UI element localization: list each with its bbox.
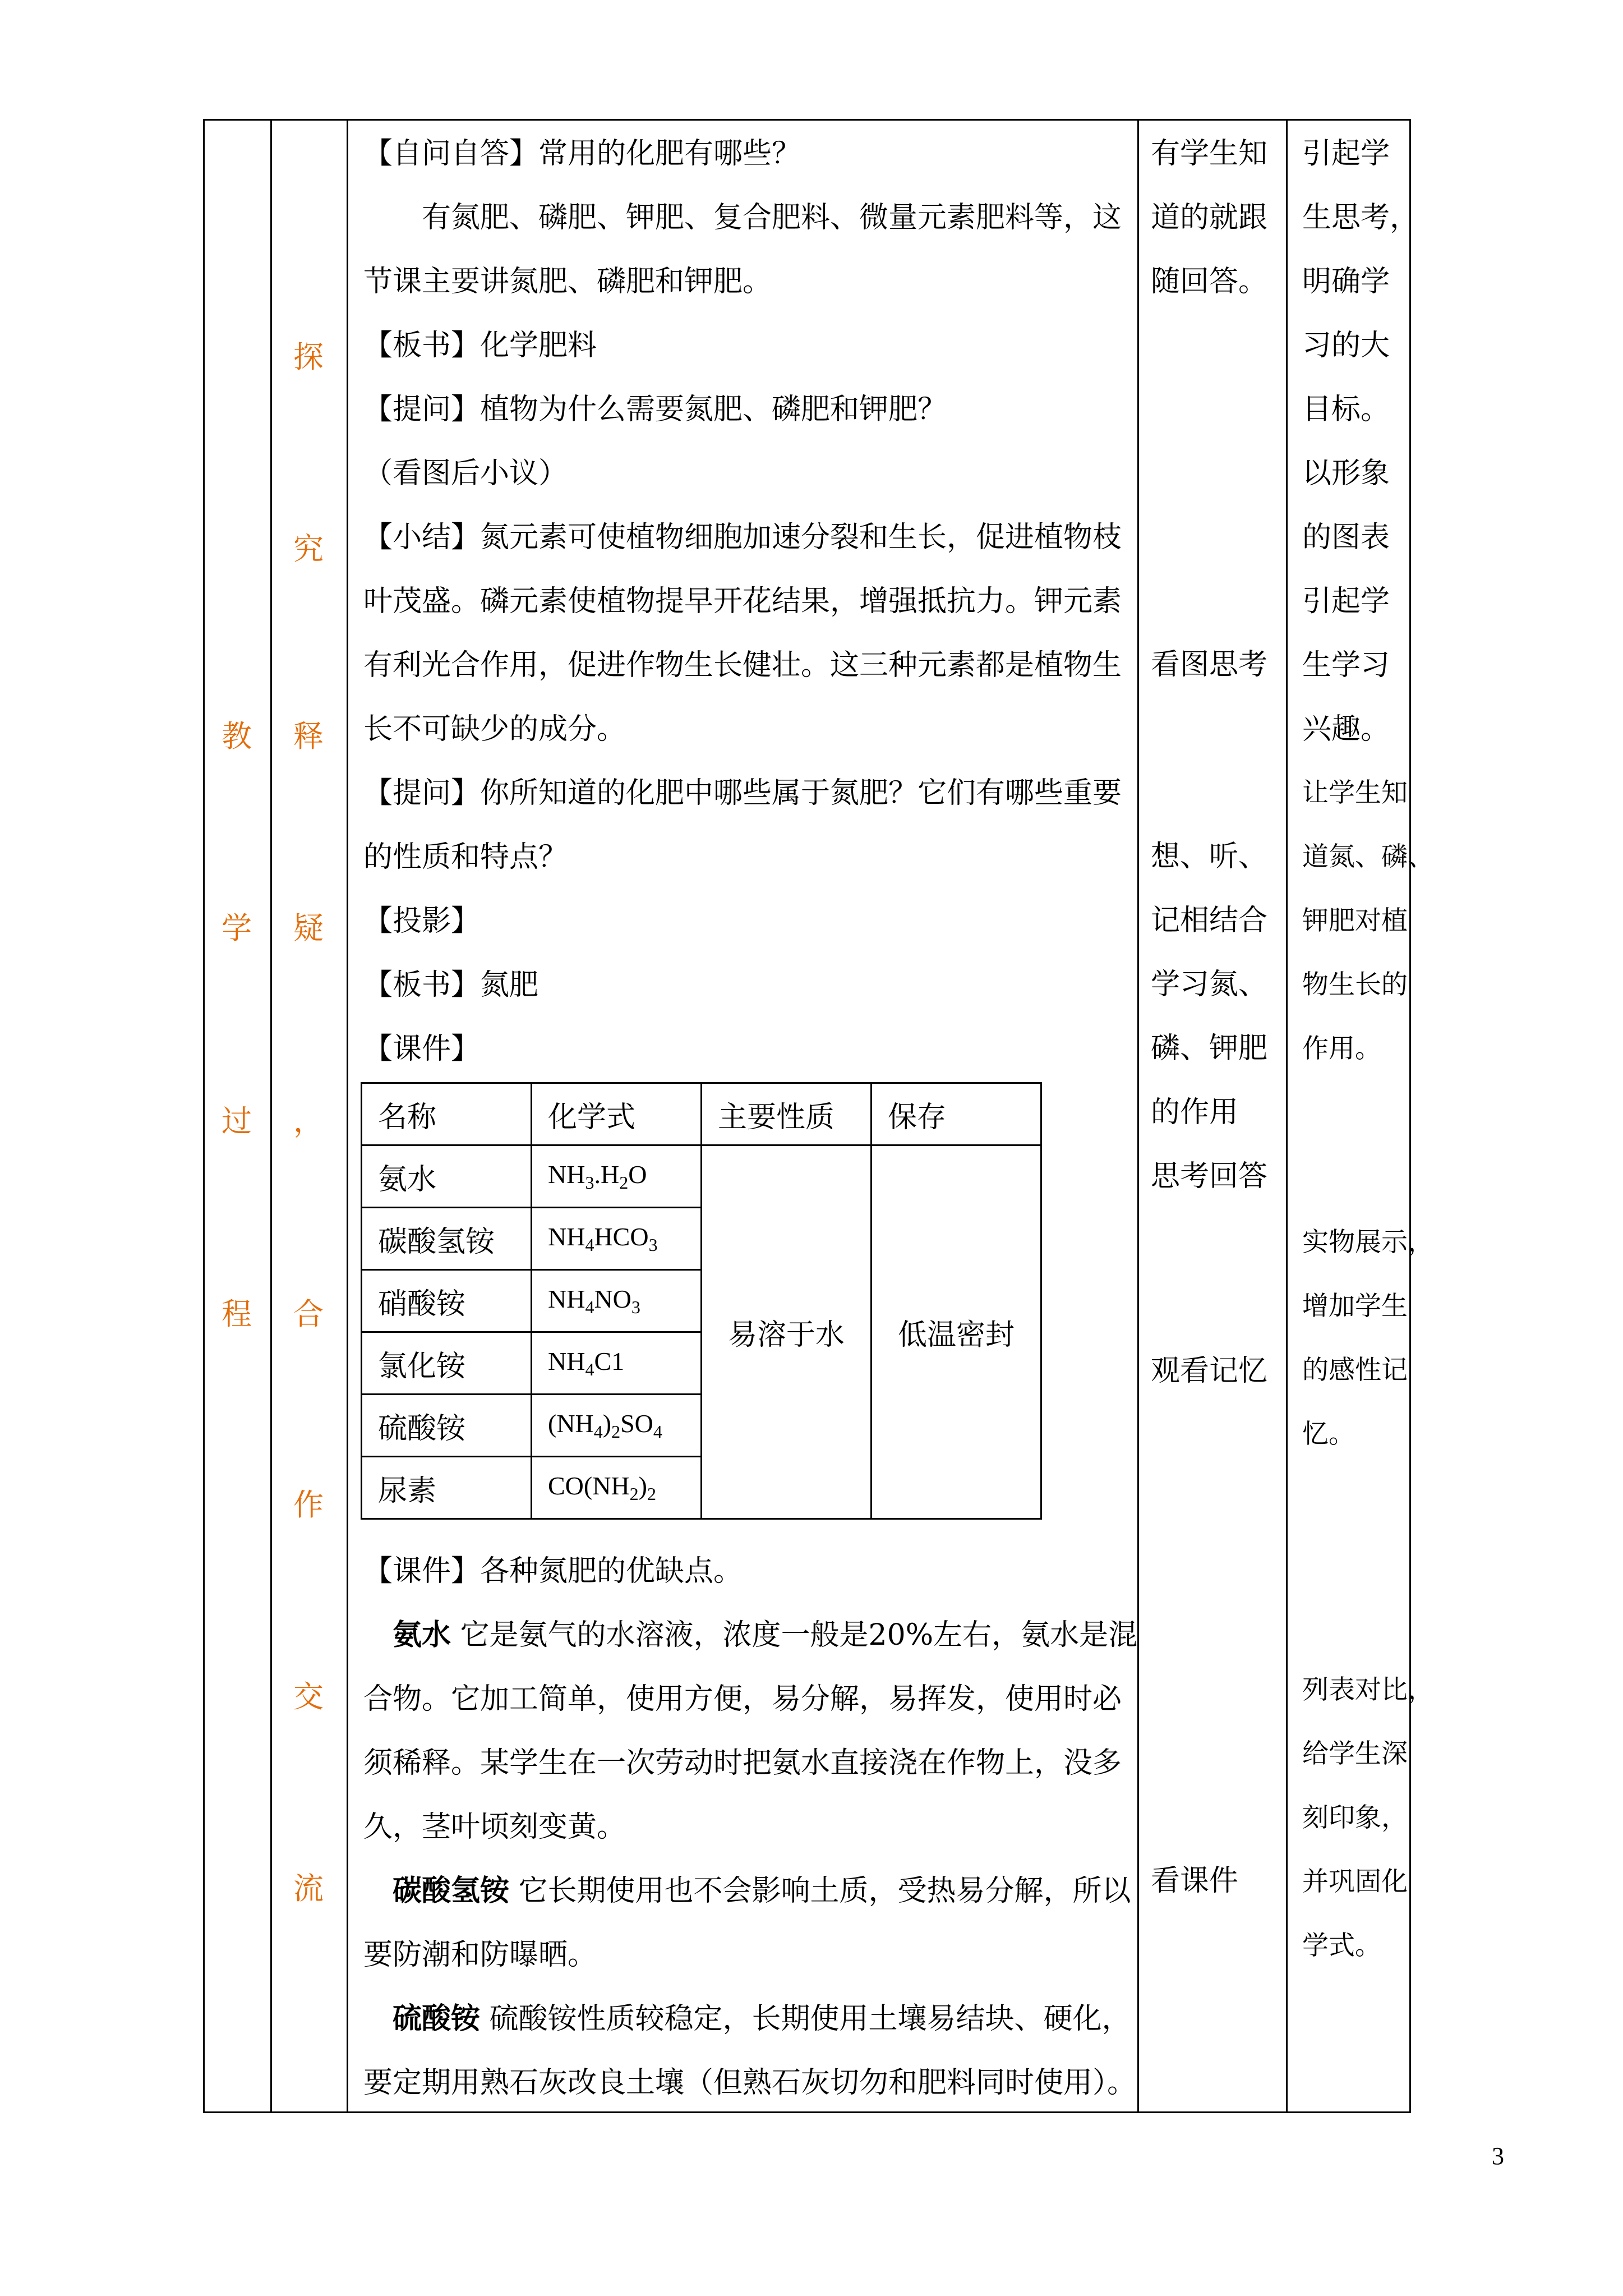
question-text: 的性质和特点？ [363, 840, 568, 874]
answer-text: 节课主要讲氮肥、磷肥和钾肥。 [363, 265, 772, 298]
table-header: 主要性质 [702, 1083, 872, 1145]
ammonia-water-title: 氨水 [393, 1618, 451, 1652]
table-header: 名称 [362, 1083, 532, 1145]
intent-text: 给学生深 [1302, 1738, 1408, 1769]
intent-text: 学式。 [1302, 1930, 1381, 1961]
intent-text: 的图表 [1302, 521, 1390, 554]
board-note: 【板书】氮肥 [363, 968, 539, 1002]
intent-text: 钾肥对植 [1302, 905, 1408, 936]
ammonia-water-para: 氨水 它是氨气的水溶液，浓度一般是20%左右，氨水是混 [393, 1618, 1138, 1652]
courseware-note: 【课件】各种氮肥的优缺点。 [363, 1554, 743, 1588]
activity-text: 观看记忆 [1151, 1354, 1268, 1388]
intent-text: 生思考， [1302, 201, 1419, 234]
answer-text: 有氮肥、磷肥、钾肥、复合肥料、微量元素肥料等，这 [422, 201, 1122, 234]
intent-text: 生学习 [1302, 648, 1390, 682]
intent-text: 的感性记 [1302, 1355, 1408, 1386]
student-activity-column [1151, 825, 1274, 1208]
column-divider [270, 119, 272, 2113]
column-divider [1137, 119, 1139, 2113]
design-intent-column [1302, 1211, 1434, 1466]
table-row [362, 1145, 1041, 1208]
fertilizer-name: 氨水 [362, 1145, 532, 1208]
intent-text: 忆。 [1302, 1419, 1355, 1450]
activity-text: 看图思考 [1151, 648, 1268, 682]
table-header: 保存 [872, 1083, 1041, 1145]
table-header: 化学式 [532, 1083, 702, 1145]
question-text: 【提问】你所知道的化肥中哪些属于氮肥？它们有哪些重要 [363, 776, 1122, 810]
ammonia-water-text: 合物。它加工简单，使用方便，易分解，易挥发，使用时必 [363, 1682, 1122, 1716]
intent-text: 兴趣。 [1302, 712, 1390, 746]
design-intent-column [1302, 1658, 1434, 1978]
student-activity-column [1151, 633, 1274, 697]
summary-text: 【小结】氮元素可使植物细胞加速分裂和生长，促进植物枝 [363, 521, 1122, 554]
intent-text: 作用。 [1302, 1033, 1381, 1064]
intent-text: 明确学 [1302, 265, 1390, 298]
courseware-note: 【课件】 [363, 1032, 481, 1066]
question-text: 【自问自答】常用的化肥有哪些？ [363, 137, 801, 171]
activity-text: 记相结合 [1151, 904, 1268, 937]
fertilizer-notes [363, 1539, 1138, 2115]
summary-text: 叶茂盛。磷元素使植物提早开花结果，增强抵抗力。钾元素 [363, 585, 1122, 618]
phase-char: ， [293, 1103, 324, 1139]
fertilizer-name: 硫酸铵 [362, 1395, 532, 1457]
intent-text: 以形象 [1302, 457, 1390, 490]
activity-text: 磷、钾肥 [1151, 1032, 1268, 1065]
column-divider [347, 119, 348, 2113]
teaching-content [363, 122, 1126, 1081]
activity-text: 学习氮、 [1151, 968, 1268, 1001]
ammonia-water-text: 久，茎叶顷刻变黄。 [363, 1810, 626, 1844]
phase-char: 合 [293, 1296, 324, 1332]
summary-text: 长不可缺少的成分。 [363, 712, 626, 746]
intent-text: 引起学 [1302, 585, 1390, 618]
intent-text: 道氮、磷、 [1302, 841, 1434, 872]
intent-text: 列表对比， [1302, 1674, 1434, 1705]
sulfate-title: 硫酸铵 [393, 2001, 481, 2036]
stage-char: 程 [222, 1296, 252, 1332]
fertilizer-name: 碳酸氢铵 [362, 1208, 532, 1270]
phase-char: 作 [293, 1487, 324, 1522]
chemical-formula: $CO(NH_2)_2$ [532, 1457, 702, 1519]
projection-note: 【投影】 [363, 904, 481, 938]
intent-text: 刻印象， [1302, 1802, 1408, 1833]
ammonia-water-text: 须稀释。某学生在一次劳动时把氨水直接浇在作物上，没多 [363, 1746, 1122, 1780]
intent-text: 习的大 [1302, 329, 1390, 362]
activity-text: 随回答。 [1151, 265, 1268, 298]
phase-char: 交 [293, 1679, 324, 1714]
activity-text: 思考回答 [1151, 1159, 1268, 1193]
activity-text: 有学生知 [1151, 137, 1268, 171]
activity-text: 想、听、 [1151, 840, 1268, 873]
student-activity-column [1151, 1849, 1274, 1913]
phase-char: 究 [293, 531, 324, 567]
fertilizer-name: 氯化铵 [362, 1332, 532, 1395]
phase-char: 释 [293, 719, 324, 754]
activity-text: 的作用 [1151, 1096, 1239, 1129]
activity-text: 道的就跟 [1151, 201, 1268, 234]
note-text: （看图后小议） [363, 457, 568, 490]
property-cell: 易溶于水 [702, 1145, 872, 1519]
board-note: 【板书】化学肥料 [363, 329, 597, 362]
storage-cell: 低温密封 [872, 1145, 1041, 1519]
intent-text: 引起学 [1302, 137, 1390, 171]
intent-text: 目标。 [1302, 393, 1390, 426]
stage-char: 学 [222, 910, 252, 946]
nitrogen-fertilizer-table [361, 1082, 1042, 1520]
phase-char: 探 [293, 339, 324, 375]
activity-block [1151, 122, 1274, 314]
bicarbonate-text: 要防潮和防曝晒。 [363, 1938, 597, 1972]
chemical-formula: $NH_4NO_3$ [532, 1270, 702, 1332]
table-header-row [362, 1083, 1041, 1145]
fertilizer-name: 尿素 [362, 1457, 532, 1519]
chemical-formula: $NH_4HCO_3$ [532, 1208, 702, 1270]
sulfate-text: 要定期用熟石灰改良土壤（但熟石灰切勿和肥料同时使用）。 [363, 2066, 1137, 2100]
student-activity-column [1151, 1339, 1274, 1403]
intent-text: 增加学生 [1302, 1291, 1408, 1322]
intent-text: 让学生知 [1302, 777, 1408, 808]
stage-char: 教 [222, 719, 252, 754]
summary-text: 有利光合作用，促进作物生长健壮。这三种元素都是植物生 [363, 648, 1122, 682]
intent-text: 实物展示， [1302, 1227, 1434, 1258]
page-number: 3 [1492, 2142, 1504, 2170]
intent-text: 并巩固化 [1302, 1866, 1408, 1897]
column-divider [1286, 119, 1288, 2113]
chemical-formula: $NH_4C1$ [532, 1332, 702, 1395]
activity-text: 看课件 [1151, 1864, 1239, 1898]
student-activity-column [1151, 122, 1274, 314]
fertilizer-name: 硝酸铵 [362, 1270, 532, 1332]
bicarbonate-para: 碳酸氢铵 它长期使用也不会影响土质，受热易分解，所以 [393, 1874, 1131, 1908]
stage-char: 过 [222, 1103, 252, 1139]
sulfate-para: 硫酸铵 硫酸铵性质较稳定，长期使用土壤易结块、硬化， [393, 2001, 1131, 2036]
chemical-formula: $NH_3.H_2O$ [532, 1145, 702, 1208]
phase-char: 疑 [293, 910, 324, 946]
chemical-formula: $(NH_4)_2SO_4$ [532, 1395, 702, 1457]
bicarbonate-title: 碳酸氢铵 [393, 1874, 510, 1908]
question-text: 【提问】植物为什么需要氮肥、磷肥和钾肥？ [363, 393, 947, 426]
phase-char: 流 [293, 1871, 324, 1906]
design-intent-column [1302, 122, 1434, 1081]
intent-text: 物生长的 [1302, 969, 1408, 1000]
